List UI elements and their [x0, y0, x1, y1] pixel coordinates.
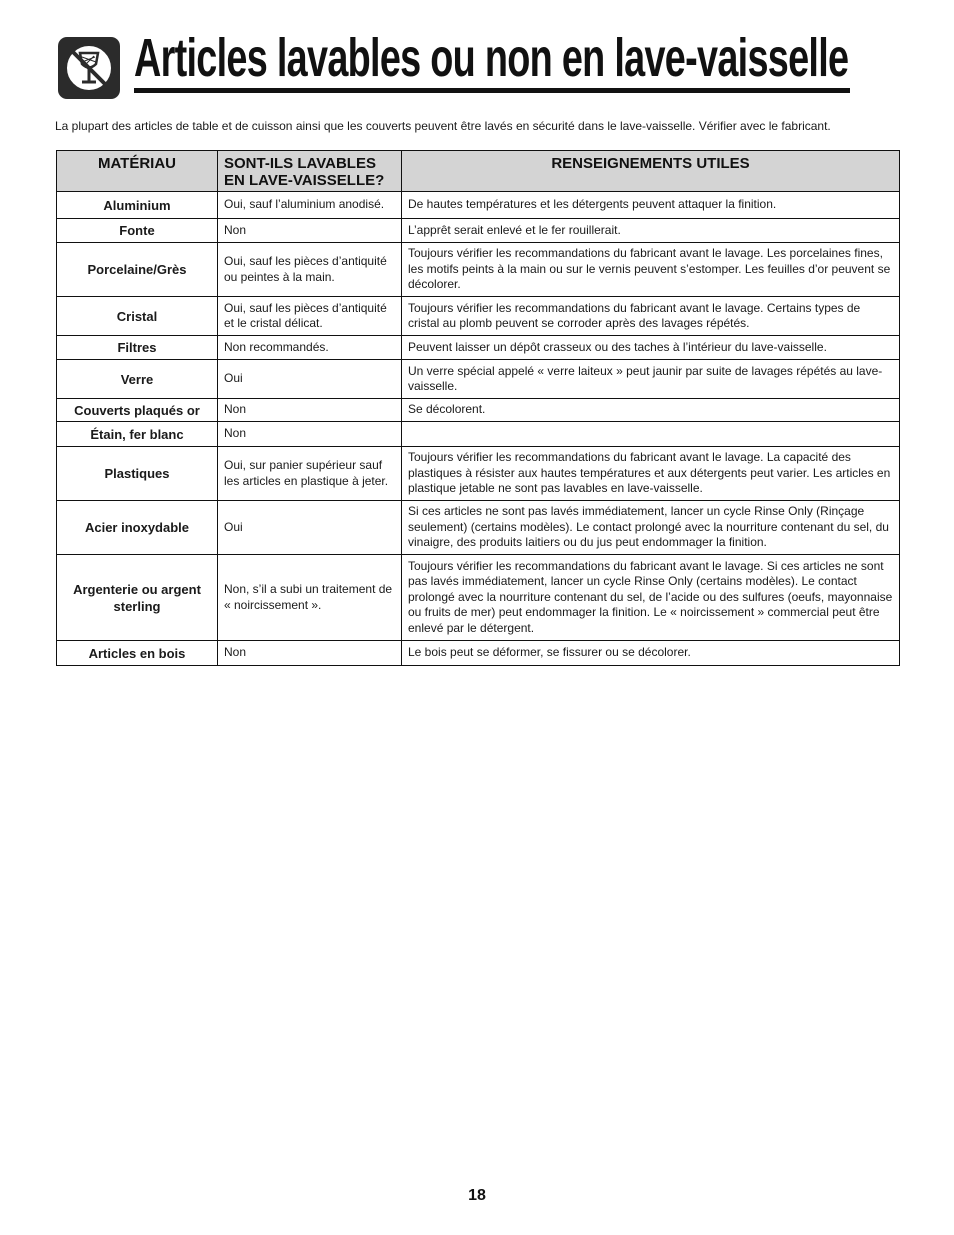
material-cell: Fonte [57, 219, 218, 243]
table-row [57, 192, 900, 219]
washable-cell: Non recommandés. [218, 336, 402, 360]
header-info: RENSEIGNEMENTS UTILES [402, 151, 900, 192]
table-row [57, 399, 900, 422]
info-cell: Toujours vérifier les recommandations du fabricant avant le lavage. Certains types de cristal au plomb peuvent se corroder après des lavages répétés. [402, 297, 900, 336]
washable-cell: Non, s’il a subi un traitement de « noircissement ». [218, 555, 402, 641]
material-cell: Articles en bois [57, 641, 218, 666]
table-row [57, 336, 900, 360]
material-cell: Filtres [57, 336, 218, 360]
washable-cell: Oui, sauf l’aluminium anodisé. [218, 192, 402, 219]
table-row [57, 501, 900, 555]
washable-cell: Non [218, 641, 402, 666]
info-cell: Toujours vérifier les recommandations du fabricant avant le lavage. Les porcelaines fines, les motifs peints à la main ou sur le vernis peuvent s’estomper. Les feuilles d’or peuvent se décolorer. [402, 243, 900, 297]
table-row [57, 447, 900, 501]
washable-cell: Oui, sauf les pièces d’antiquité et le cristal délicat. [218, 297, 402, 336]
washable-cell: Non [218, 399, 402, 422]
info-cell [402, 422, 900, 447]
table-row [57, 219, 900, 243]
washable-cell: Oui, sauf les pièces d’antiquité ou peintes à la main. [218, 243, 402, 297]
table-row [57, 297, 900, 336]
care-table [56, 150, 900, 666]
material-cell: Plastiques [57, 447, 218, 501]
header-washable: SONT-ILS LAVABLES EN LAVE-VAISSELLE? [218, 151, 402, 192]
table-row [57, 555, 900, 641]
material-cell: Argenterie ou argent sterling [57, 555, 218, 641]
material-cell: Verre [57, 360, 218, 399]
material-cell: Porcelaine/Grès [57, 243, 218, 297]
material-cell: Couverts plaqués or [57, 399, 218, 422]
material-cell: Acier inoxydable [57, 501, 218, 555]
info-cell: Toujours vérifier les recommandations du fabricant avant le lavage. La capacité des plastiques à résister aux hautes températures et aux détergents peut varier. Les articles en plastique jetable ne sont pas lavables en lave-vaisselle. [402, 447, 900, 501]
table-row [57, 422, 900, 447]
info-cell: L’apprêt serait enlevé et le fer rouillerait. [402, 219, 900, 243]
page-title: Articles lavables ou non en lave-vaisselle [134, 28, 849, 88]
washable-cell: Non [218, 422, 402, 447]
no-glass-icon [58, 37, 120, 99]
info-cell: Si ces articles ne sont pas lavés immédiatement, lancer un cycle Rinse Only (Rinçage seulement) (certains modèles). Le contact prolongé avec la nourriture contenant du sel, du vinaigre, des produits laitiers ou du jus peut endommager la finition. [402, 501, 900, 555]
material-cell: Étain, fer blanc [57, 422, 218, 447]
table-row [57, 243, 900, 297]
washable-cell: Oui, sur panier supérieur sauf les articles en plastique à jeter. [218, 447, 402, 501]
info-cell: Le bois peut se déformer, se fissurer ou se décolorer. [402, 641, 900, 666]
title-rule [134, 88, 850, 93]
material-cell: Aluminium [57, 192, 218, 219]
washable-cell: Oui [218, 360, 402, 399]
info-cell: Un verre spécial appelé « verre laiteux » peut jaunir par suite de lavages répétés au lave-vaisselle. [402, 360, 900, 399]
table-row [57, 360, 900, 399]
table-row [57, 641, 900, 666]
material-cell: Cristal [57, 297, 218, 336]
info-cell: De hautes températures et les détergents peuvent attaquer la finition. [402, 192, 900, 219]
washable-cell: Oui [218, 501, 402, 555]
page-number: 18 [468, 1187, 486, 1204]
info-cell: Peuvent laisser un dépôt crasseux ou des taches à l’intérieur du lave-vaisselle. [402, 336, 900, 360]
info-cell: Se décolorent. [402, 399, 900, 422]
washable-cell: Non [218, 219, 402, 243]
info-cell: Toujours vérifier les recommandations du fabricant avant le lavage. Si ces articles ne sont pas lavés immédiatement, lancer un cycle Rinse Only (certains modèles). Le contact prolongé avec la nourriture contenant du sel, de l’acide ou des sulfures (oeufs, mayonnaise ou fruits de mer) peut endommager la finition. Le « noircissement » commercial peut être enlevé par le détergent. [402, 555, 900, 641]
header-material: MATÉRIAU [57, 151, 218, 192]
table-header-row [57, 151, 900, 192]
intro-text: La plupart des articles de table et de cuisson ainsi que les couverts peuvent être lavés en sécurité dans le lave-vaisselle. Vérifier avec le fabricant. [55, 119, 831, 133]
